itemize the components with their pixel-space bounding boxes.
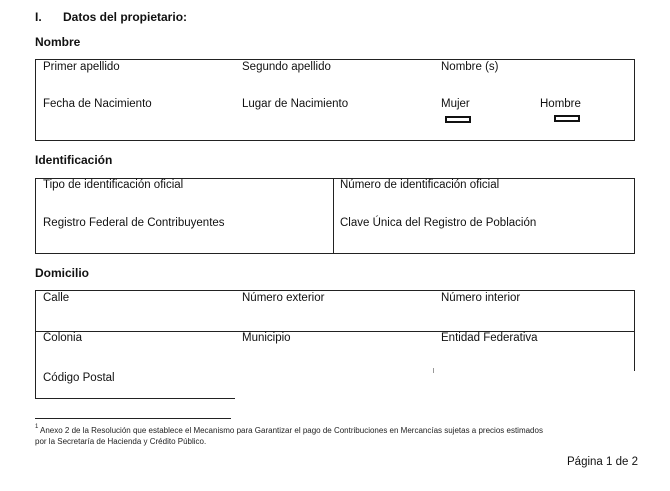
curp-label: Clave Única del Registro de Población bbox=[340, 217, 537, 229]
segundo-apellido-label: Segundo apellido bbox=[242, 61, 331, 73]
footnote-line-2: por la Secretaría de Hacienda y Crédito Público. bbox=[35, 437, 207, 446]
hombre-label: Hombre bbox=[540, 98, 581, 110]
numero-interior-label: Número interior bbox=[441, 292, 521, 304]
domicilio-tick bbox=[433, 368, 434, 373]
identificacion-divider bbox=[333, 178, 334, 254]
domicilio-heading: Domicilio bbox=[35, 266, 90, 280]
nombres-label: Nombre (s) bbox=[441, 61, 499, 73]
domicilio-left-line bbox=[35, 290, 36, 399]
lugar-nacimiento-label: Lugar de Nacimiento bbox=[242, 98, 349, 110]
page-number: Página 1 de 2 bbox=[567, 456, 638, 468]
section-title: Datos del propietario: bbox=[63, 10, 188, 24]
primer-apellido-label: Primer apellido bbox=[43, 61, 120, 73]
municipio-label: Municipio bbox=[242, 332, 291, 344]
entidad-federativa-label: Entidad Federativa bbox=[441, 332, 538, 344]
fecha-nacimiento-label: Fecha de Nacimiento bbox=[43, 98, 152, 110]
tipo-identificacion-label: Tipo de identificación oficial bbox=[43, 179, 184, 191]
domicilio-mid-line bbox=[35, 331, 635, 332]
domicilio-top-line bbox=[35, 290, 635, 291]
colonia-label: Colonia bbox=[43, 332, 82, 344]
footnote-line-1: Anexo 2 de la Resolución que establece el Mecanismo para Garantizar el pago de Contribuciones en Mercancías sujetas a precios estimados bbox=[40, 426, 543, 435]
rfc-label: Registro Federal de Contribuyentes bbox=[43, 217, 225, 229]
codigo-postal-label: Código Postal bbox=[43, 372, 115, 384]
nombre-heading: Nombre bbox=[35, 35, 81, 49]
hombre-checkbox[interactable] bbox=[554, 115, 580, 122]
mujer-checkbox[interactable] bbox=[445, 116, 471, 123]
section-number: I. bbox=[35, 10, 42, 24]
numero-exterior-label: Número exterior bbox=[242, 292, 325, 304]
mujer-label: Mujer bbox=[441, 98, 470, 110]
numero-identificacion-label: Número de identificación oficial bbox=[340, 179, 500, 191]
identificacion-heading: Identificación bbox=[35, 153, 113, 167]
domicilio-bottom-line bbox=[35, 398, 235, 399]
footnote-marker: 1 bbox=[35, 424, 39, 430]
footnote-separator bbox=[35, 418, 231, 419]
calle-label: Calle bbox=[43, 292, 70, 304]
